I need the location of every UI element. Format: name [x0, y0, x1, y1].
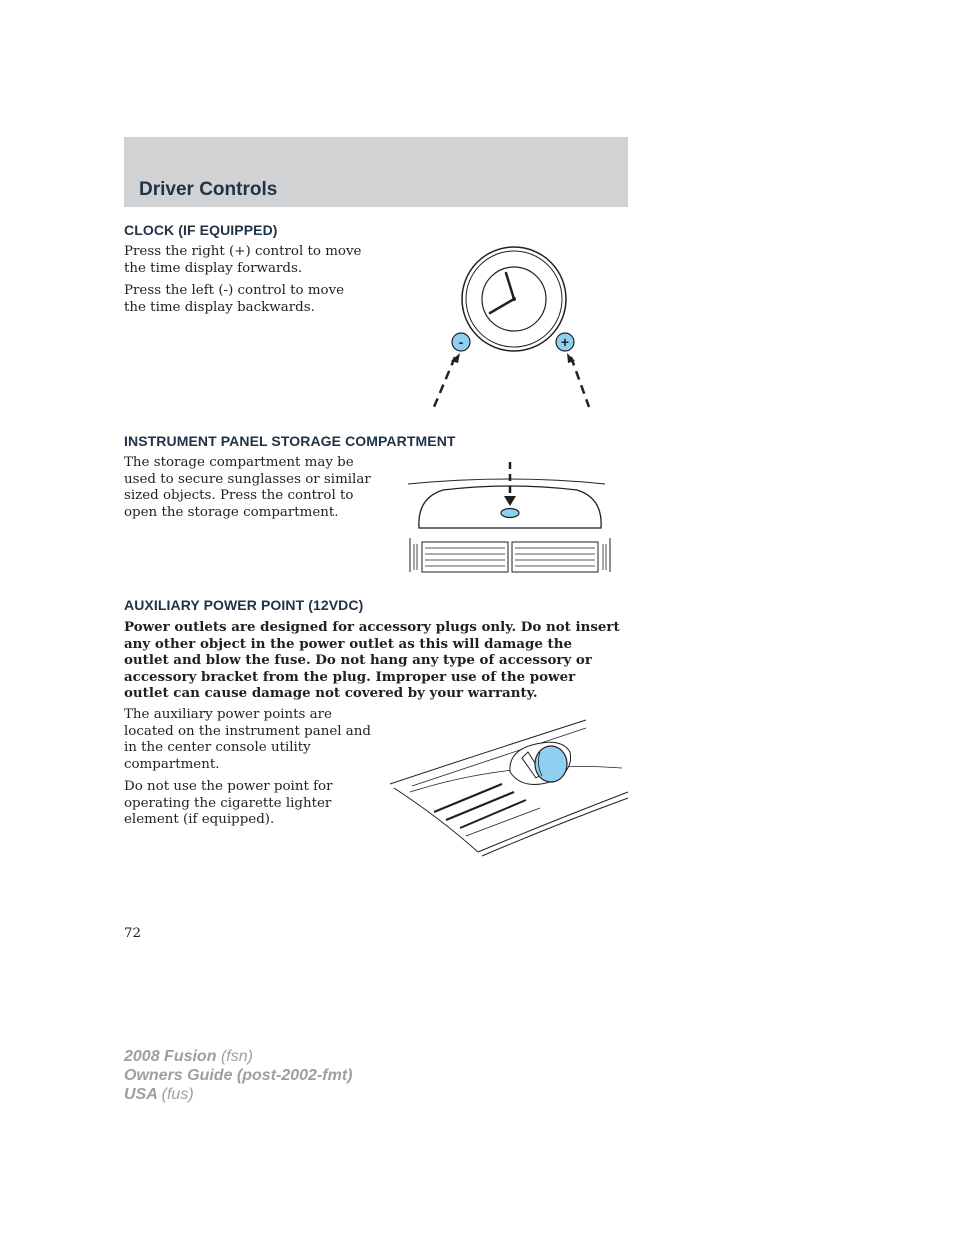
clock-hub [512, 297, 516, 301]
power-point-paragraph-1 [124, 707, 371, 773]
page-number: 72 [124, 926, 142, 941]
clock-heading: CLOCK (IF EQUIPPED) [124, 222, 278, 238]
console-bottom-edge-2 [482, 798, 628, 856]
text-line: sized objects. Press the control to [124, 488, 354, 503]
footer-line-3 [124, 1085, 352, 1104]
console-groove [466, 808, 540, 836]
text-line: accessory bracket from the plug. Improper use of the power [124, 668, 576, 685]
console-groove [446, 792, 514, 820]
text-line: operating the cigarette lighter [124, 795, 332, 811]
plus-arrow-line [571, 357, 589, 407]
console-groove [434, 784, 502, 812]
text-line: Power outlets are designed for accessory plugs only. Do not insert [124, 619, 620, 635]
text-line: in the center console utility [124, 740, 311, 755]
section-header-band [124, 137, 628, 207]
left-air-vent [422, 542, 508, 572]
console-bottom-edge [478, 792, 628, 852]
footer-model: 2008 Fusion [124, 1048, 217, 1065]
text-line: compartment. [124, 756, 220, 772]
footer-model-code: (fsn) [220, 1048, 253, 1065]
text-line: outlet and blow the fuse. Do not hang any type of accessory or [124, 652, 592, 668]
text-line: any other object in the power outlet as this will damage the [124, 635, 572, 652]
power-point-paragraph-2 [124, 779, 333, 829]
text-line: located on the instrument panel and [124, 723, 371, 739]
clock-plus-button[interactable] [556, 333, 574, 351]
section-title: Driver Controls [139, 179, 278, 200]
power-point-cap[interactable] [535, 746, 567, 782]
clock-illustration [425, 255, 605, 415]
text-line: used to secure sunglasses or similar [124, 471, 371, 487]
vent-frame [422, 542, 508, 572]
text-line: the time display backwards. [124, 299, 315, 315]
storage-compartment-illustration [405, 460, 615, 575]
text-line: element (if equipped). [124, 812, 275, 827]
footer-market: USA [124, 1086, 158, 1103]
right-air-vent [512, 542, 598, 572]
text-line: Press the right (+) control to move [124, 244, 362, 259]
console-groove [460, 800, 526, 828]
clock-paragraph-1 [124, 244, 361, 277]
clock-minus-button[interactable] [452, 333, 470, 351]
footer-line-1 [124, 1047, 352, 1066]
text-line: open the storage compartment. [124, 504, 339, 520]
storage-paragraph [124, 455, 371, 521]
vent-frame [512, 542, 598, 572]
power-point-heading: AUXILIARY POWER POINT (12VDC) [124, 597, 364, 613]
storage-release-button[interactable] [501, 509, 519, 518]
text-line: The auxiliary power points are [124, 707, 332, 722]
text-line: Press the left (-) control to move [124, 283, 345, 298]
document-footer [124, 1047, 352, 1104]
minus-arrow-line [434, 357, 455, 407]
footer-market-code: (fus) [161, 1086, 194, 1103]
console-left-edge [394, 788, 478, 852]
footer-line-2: Owners Guide (post-2002-fmt) [124, 1067, 353, 1084]
plus-label: + [560, 334, 570, 350]
text-line: outlet can cause damage not covered by your warranty. [124, 685, 538, 701]
clock-paragraph-2 [124, 283, 344, 316]
dash-top-edge [408, 479, 605, 484]
power-point-illustration [390, 718, 630, 858]
text-line: Do not use the power point for [124, 779, 333, 794]
minus-label: - [458, 334, 464, 350]
text-line: The storage compartment may be [124, 455, 354, 470]
storage-heading: INSTRUMENT PANEL STORAGE COMPARTMENT [124, 433, 456, 449]
power-point-warning [124, 619, 632, 702]
text-line: the time display forwards. [124, 260, 303, 276]
